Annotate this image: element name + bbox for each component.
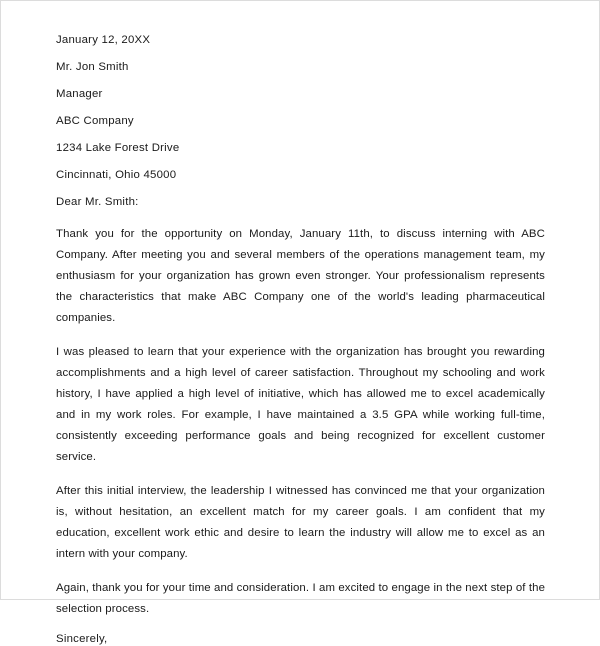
letter-header — [56, 34, 545, 182]
recipient-city-state-zip: Cincinnati, Ohio 45000 — [56, 169, 177, 181]
recipient-title: Manager — [56, 88, 103, 100]
recipient-name: Mr. Jon Smith — [56, 61, 129, 73]
recipient-company: ABC Company — [56, 115, 134, 127]
letter-body — [56, 34, 545, 646]
recipient-street: 1234 Lake Forest Drive — [56, 142, 180, 154]
letter-paragraph-3: After this initial interview, the leadership I witnessed has convinced me that your organization is, without hesitation, an excellent match for my career goals. I am confident that my education, excellent work ethic and desire to learn the industry will allow me to excel as an intern with your company. — [56, 485, 545, 560]
letter-paragraph-1: Thank you for the opportunity on Monday, January 11th, to discuss interning with ABC Company. After meeting you and several members of the operations management team, my enthusiasm for your organization has grown even stronger. Your professionalism represents the characteristics that make ABC Company one of the world's leading pharmaceutical companies. — [56, 228, 545, 324]
letter-closing: Sincerely, — [56, 633, 108, 645]
letter-salutation: Dear Mr. Smith: — [56, 196, 139, 208]
letter-paragraph-4: Again, thank you for your time and consideration. I am excited to engage in the next step of the selection process. — [56, 582, 546, 615]
letter-date: January 12, 20XX — [56, 34, 151, 46]
letter-paragraph-2: I was pleased to learn that your experience with the organization has brought you rewarding accomplishments and a high level of career satisfaction. Throughout my schooling and work history, I have applied a high level of initiative, which has allowed me to excel academically and in my work roles. For example, I have maintained a 3.5 GPA while working full-time, consistently exceeding performance goals and being recognized for excellent customer service. — [56, 346, 545, 463]
